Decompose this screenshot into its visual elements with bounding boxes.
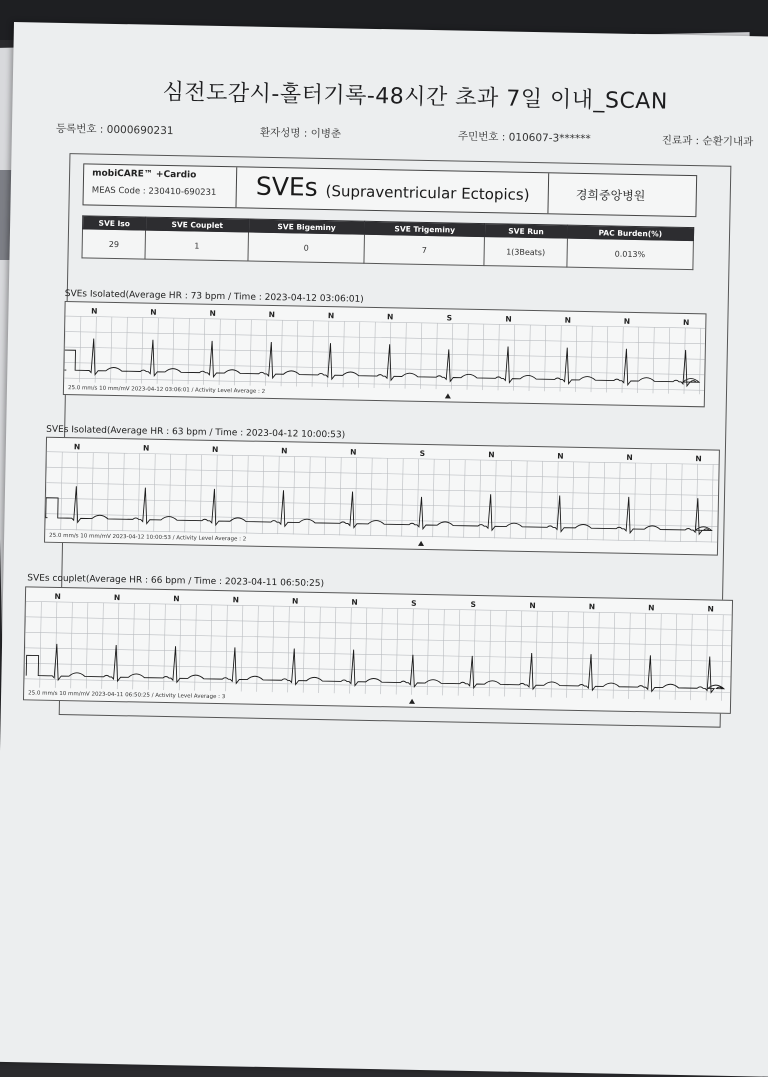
resident-id: 주민번호 : 010607-3****** [457,130,591,146]
grid-line [479,460,480,538]
event-marker-icon [418,541,424,546]
grid-line [195,605,197,691]
beat-label-n: N [626,452,633,462]
department: 진료과 : 순환기내과 [661,134,754,149]
grid-line [675,614,677,700]
beat-label-n: N [529,601,536,611]
beat-label-n: N [327,311,335,321]
grid-line [529,325,530,391]
grid-line [25,663,731,677]
grid-line [142,318,143,384]
grid-line [297,321,298,387]
summary-header: SVE Couplet [146,217,249,232]
grid-line [343,321,344,387]
grid-line [619,463,620,541]
beat-label-n: N [588,602,596,612]
beat-label-n: N [682,317,690,328]
beat-label-n: N [268,309,276,320]
grid-line [448,459,449,537]
beat-label-s: S [446,313,453,323]
grid-line [458,610,460,696]
grid-line [591,326,592,392]
beat-label-n: N [623,316,631,326]
ecg-strip-3 [23,586,733,714]
beat-label-n: N [73,442,81,452]
ecg-strip-2 [44,437,720,556]
grid-line [25,648,731,662]
grid-line [102,603,104,689]
grid-line [231,455,232,533]
summary-value: 1(3Beats) [484,237,567,268]
strip-footer: 25.0 mm/s 10 mm/mV 2023-04-12 03:06:01 / Activity Level Average : 2 [67,385,266,395]
strip-3-label: SVEs couplet(Average HR : 66 bpm / Time : 2023-04-11 06:50:25) [27,573,325,590]
summary-value: 0.013% [566,238,693,269]
event-marker-icon [409,699,415,704]
beat-label-n: N [505,314,512,324]
grid-line [312,321,313,387]
beat-label-n: N [113,593,121,603]
grid-line [64,316,65,382]
beat-label-n: N [488,450,495,460]
grid-line [157,318,158,384]
grid-line [80,316,81,382]
grid-line [359,322,360,388]
strip-2-label: SVEs Isolated(Average HR : 63 bpm / Time : 2023-04-12 10:00:53) [46,424,346,441]
device-name: mobiCARE™ +Cardio [92,168,197,181]
grid-line [588,462,589,540]
beat-label-n: N [173,594,180,604]
grid-line [629,613,631,699]
grid-line [660,614,662,700]
grid-line [545,325,546,391]
report-title-main: SVEs [255,171,318,202]
beat-label-n: N [695,454,702,464]
grid-line [86,603,88,689]
grid-line [241,606,243,692]
grid-line [250,320,251,386]
summary-value: 0 [248,232,364,263]
beat-label-n: N [281,446,288,456]
report-sheet [0,22,768,1077]
grid-line [126,317,127,383]
grid-line [505,611,507,697]
grid-line [483,324,484,390]
grid-line [281,320,282,386]
summary-header: SVE Iso [83,216,147,230]
grid-line [653,327,654,393]
grid-line [266,320,267,386]
grid-line [257,606,259,692]
summary-value: 1 [145,230,248,261]
grid-line [65,347,705,359]
beat-label-n: N [648,603,655,613]
meas-code: MEAS Code : 230410-690231 [91,185,217,198]
beat-label-s: S [411,598,417,608]
grid-line [396,608,398,694]
grid-line [644,613,646,699]
report-title-sub: (Supraventricular Ectopics) [325,182,530,204]
grid-line [204,319,205,385]
grid-line [148,604,150,690]
grid-line [622,327,623,393]
grid-line [334,607,336,693]
grid-line [606,326,607,392]
beat-label-n: N [564,315,571,325]
grid-line [536,611,538,697]
ecg-strip-1 [63,301,707,407]
grid-line [25,632,731,646]
grid-line [46,483,718,496]
summary-header: SVE Trigeminy [364,221,485,236]
beat-label-s: S [419,448,426,458]
grid-line [405,323,406,389]
grid-line [436,323,437,389]
grid-line [467,324,468,390]
grid-line [551,611,553,697]
grid-line [272,606,274,692]
grid-line [699,328,700,394]
grid-line [319,607,321,693]
grid-line [510,461,511,539]
summary-value: 29 [82,229,146,259]
grid-line [133,603,135,689]
grid-line [40,602,42,688]
grid-line [567,612,569,698]
grid-line [598,612,600,698]
beat-label-n: N [211,444,219,455]
grid-line [179,604,181,690]
grid-line [443,609,445,695]
grid-line [514,325,515,391]
grid-line [210,605,212,691]
beat-label-n: N [557,451,564,461]
grid-line [111,317,112,383]
strip-footer: 25.0 mm/s 10 mm/mV 2023-04-12 10:00:53 / Activity Level Average : 2 [49,532,247,543]
beat-label-n: N [707,604,714,614]
summary-value: 7 [364,234,485,265]
grid-line [26,598,732,615]
grid-line [46,467,718,480]
grid-line [169,454,170,532]
grid-line [498,324,499,390]
grid-line [412,609,414,695]
summary-header: PAC Burden(%) [567,225,694,240]
grid-line [576,326,577,392]
grid-line [65,332,705,344]
beat-label-n: N [150,307,157,317]
event-marker-icon [445,393,451,398]
beat-label-n: N [209,308,216,318]
beat-label-n: N [350,447,357,457]
summary-header: SVE Bigeminy [249,219,365,234]
grid-line [650,463,651,541]
ecg-trace [64,338,700,386]
document-title: 심전도감시-홀터기록-48시간 초과 7일 이내_SCAN [162,79,669,115]
grid-line [188,318,189,384]
patient-name: 환자성명 : 이병춘 [259,126,342,141]
grid-line [235,319,236,385]
grid-line [374,322,375,388]
grid-line [427,609,429,695]
registration-number: 등록번호 : 0000690231 [55,122,174,138]
grid-line [64,363,704,375]
grid-line [613,613,615,699]
summary-header: SVE Run [485,224,567,239]
beat-label-s: S [470,599,477,609]
grid-line [173,318,174,384]
beat-label-n: N [91,306,98,316]
grid-line [668,328,669,394]
beat-label-n: N [351,597,358,607]
grid-line [26,617,732,631]
strip-footer: 25.0 mm/s 10 mm/mV 2023-04-11 06:50:25 / Activity Level Average : 3 [28,690,226,701]
grid-line [303,607,305,693]
grid-line [309,457,310,535]
header-divider [547,173,549,213]
grid-line [24,679,730,693]
grid-line [421,323,422,389]
report-title [256,172,530,206]
grid-line [219,319,220,385]
grid-line [371,458,372,536]
grid-line [71,602,73,688]
header-divider [235,167,237,207]
beat-label-n: N [386,312,394,322]
hospital-name: 경희중앙병원 [575,187,646,204]
grid-line [46,498,718,511]
beat-label-n: N [142,443,150,453]
grid-line [637,327,638,393]
ecg-trace [46,486,713,535]
grid-line [288,606,290,692]
grid-line [24,601,26,687]
grid-line [691,614,693,700]
grid-line [47,452,719,465]
beat-label-n: N [54,591,61,602]
strip-1-label: SVEs Isolated(Average HR : 73 bpm / Time : 2023-04-12 03:06:01) [64,289,364,305]
grid-line [474,610,476,696]
grid-line [560,326,561,392]
beat-label-n: N [232,595,240,605]
beat-label-n: N [291,596,299,606]
grid-line [489,610,491,696]
